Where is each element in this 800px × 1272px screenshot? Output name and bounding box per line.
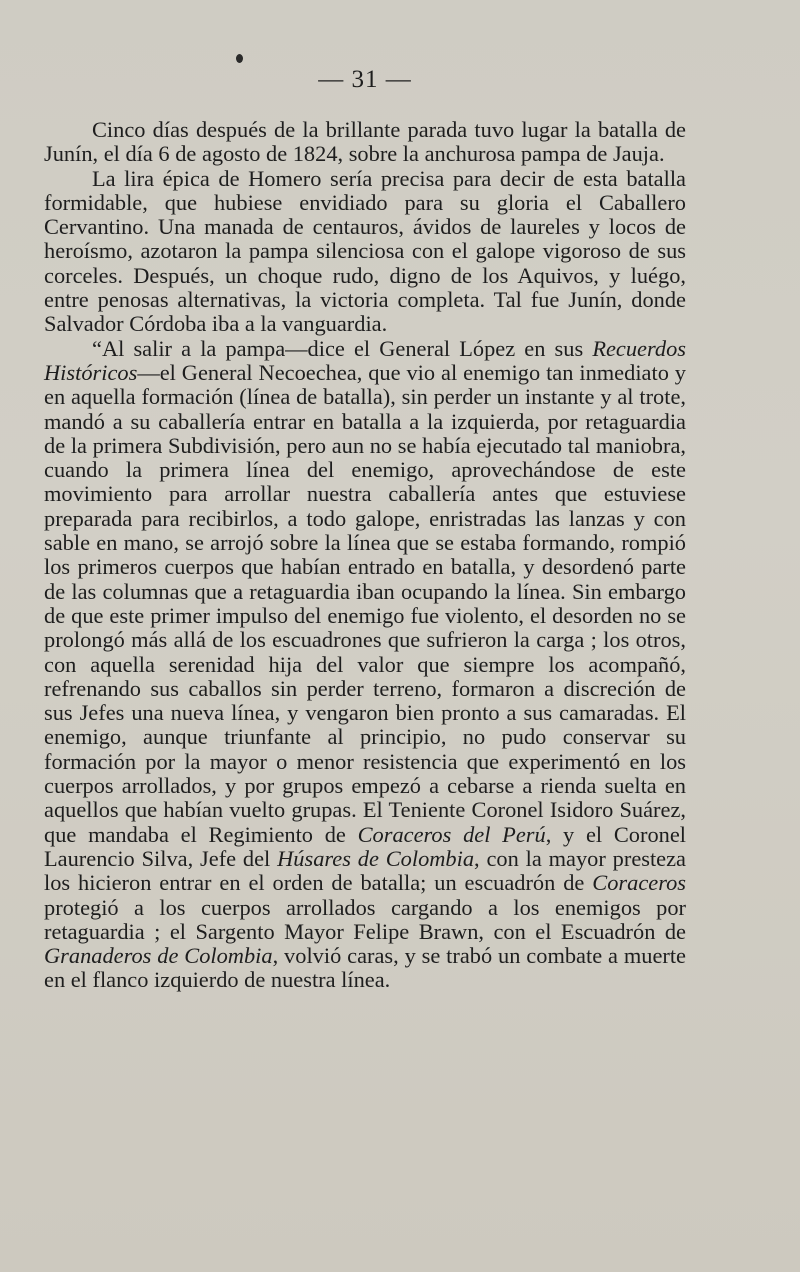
paragraph	[44, 118, 686, 167]
italic-title: Granaderos de Colombia	[44, 943, 273, 969]
text-run: protegió a los cuerpos arrollados cargando a los enemigos por retaguardia ; el Sargento Mayor Felipe Brawn, con el Escuadrón de	[44, 894, 686, 944]
page-number: — 31 —	[318, 66, 412, 93]
text-run: —el General Necoechea, que vio al enemigo tan inmediato y en aquella formación (línea de batalla), sin perder un instante y al trote, mandó a su caballería entrar en batalla a la izquierda, por retaguardia de la primera Subdivisión, pero aun no se había ejecutado tal maniobra, cuando la primera línea del enemigo, aprovechándose de este movimiento para arrollar nuestra caballería antes que estuviese preparada para recibirlos, a todo galope, enristradas las lanzas y con sable en mano, se arrojó sobre la línea que se estaba formando, rompió los primeros cuerpos que habían entrado en batalla, y desordenó parte de las columnas que a retaguardia iban ocupando la línea. Sin embargo de que este primer impulso del enemigo fue violento, el desorden no se prolongó más allá de los escuadrones que sufrieron la carga ; los otros, con aquella serenidad hija del valor que siempre los acompañó, refrenando sus caballos sin perder terreno, formaron a discreción de sus Jefes una nueva línea, y vengaron bien pronto a sus camaradas. El enemigo, aunque triunfante al principio, no pudo conservar su formación por la mayor o menor resistencia que experimentó en los cuerpos arrollados, y por grupos empezó a cebarse a rienda suelta en aquellos que habían vuelto grupas. El Teniente Coronel Isidoro Suárez, que mandaba el Regimiento de	[44, 359, 686, 847]
text-run: , y el Coronel Laurencio Silva, Jefe del	[44, 821, 687, 871]
paragraph	[44, 167, 686, 337]
text-run: La lira épica de Homero sería precisa para decir de esta batalla formidable, que hubiese envidiado para su gloria el Caballero Cervantino. Una manada de centauros, ávidos de laureles y locos de heroísmo, azotaron la pampa silenciosa con el galope vigoroso de sus corceles. Después, un choque rudo, digno de los Aquivos, y luégo, entre penosas alternativas, la victoria completa. Tal fue Junín, donde Salvador Córdoba iba a la vanguardia.	[44, 165, 686, 337]
paragraph	[44, 337, 686, 993]
text-run: , volvió caras, y se trabó un combate a muerte en el flanco izquierdo de nuestra línea.	[44, 943, 686, 993]
text-run: “Al salir a la pampa—dice el General López en sus	[92, 335, 593, 361]
ink-speck	[236, 54, 243, 63]
italic-title: Recuerdos Históricos	[44, 335, 686, 385]
italic-title: Húsares de Colombia	[277, 845, 475, 871]
body-text	[44, 118, 686, 993]
text-run: , con la mayor presteza los hicieron entrar en el orden de batalla; un escuadrón de	[44, 845, 686, 896]
italic-title: Coraceros	[592, 870, 686, 896]
italic-title: Coraceros del Perú	[357, 821, 546, 847]
text-run: Cinco días después de la brillante parada tuvo lugar la batalla de Junín, el día 6 de agosto de 1824, sobre la anchurosa pampa de Jauja.	[44, 117, 686, 167]
